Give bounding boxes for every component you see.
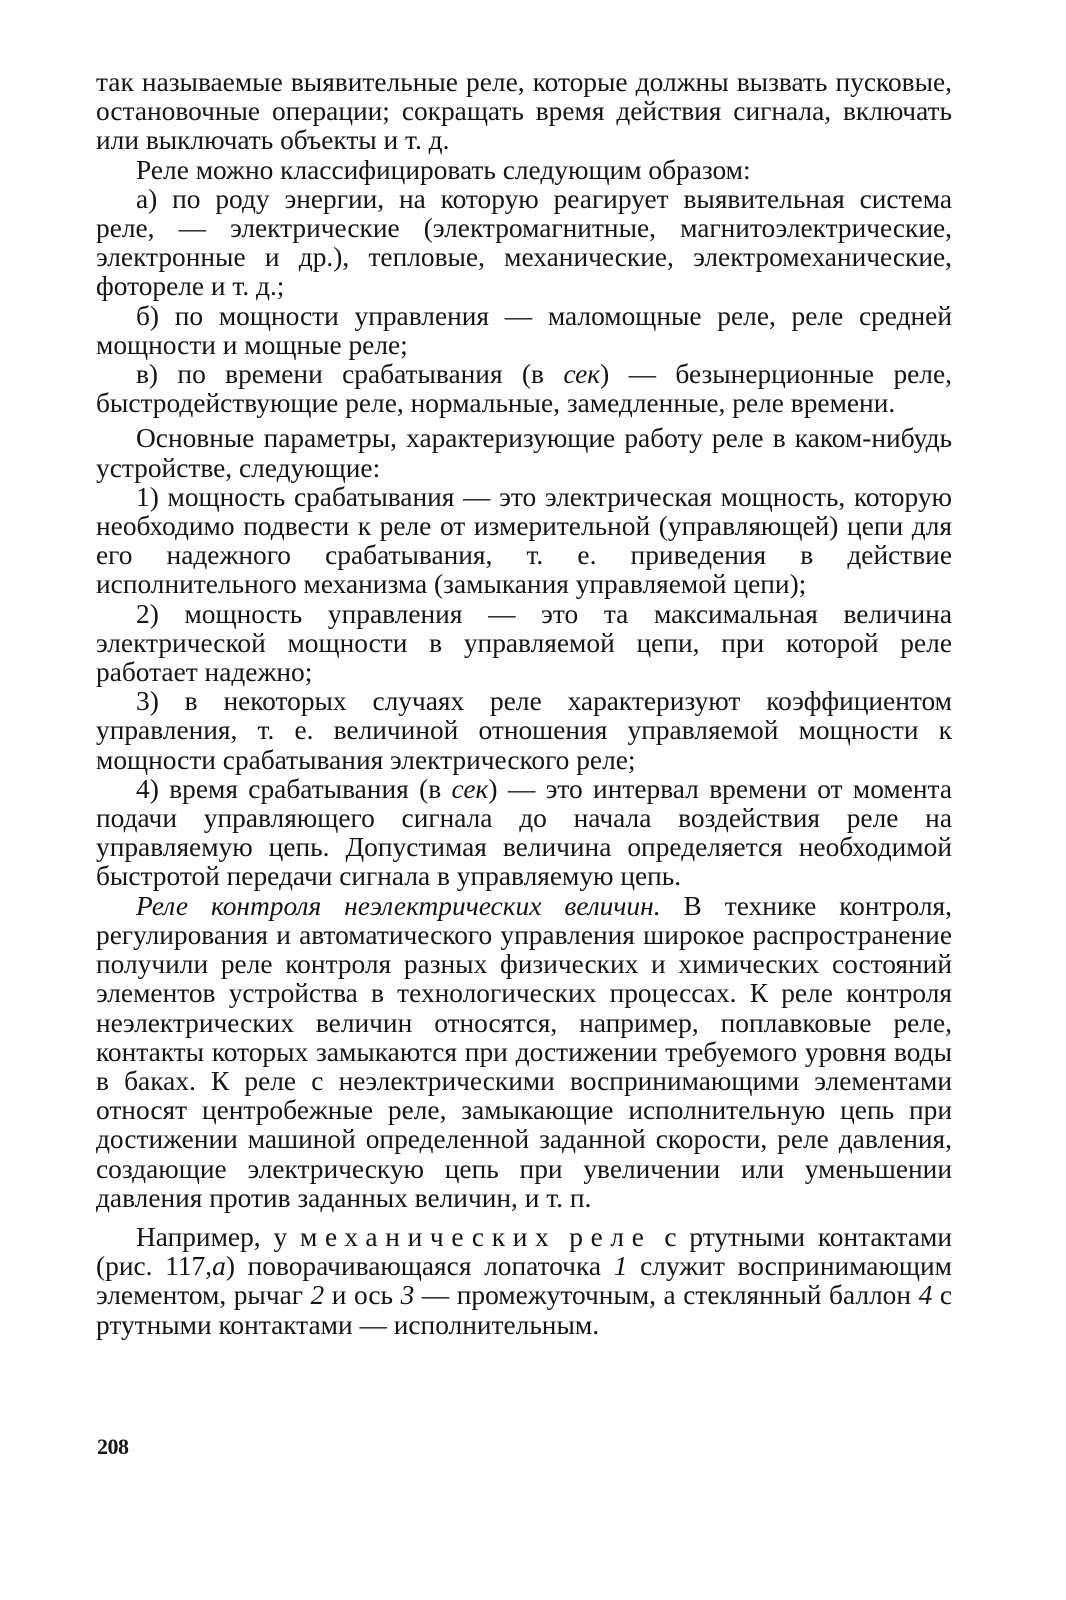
text-run: ) — это интервал времени от момента подачи управляющего сигнала до начала воздействия реле на управляемую цепь. Допустимая величина определяется необходимой быстротой передачи сигнала в управляемую цепь. — [96, 773, 953, 892]
spaced-term: реле — [569, 1221, 652, 1252]
list-item-a: а) по роду энергии, на которую реагирует выявительная система реле, — электрические (электромагнитные, магнитоэлектрические, электронные и др.), тепловые, механические, электромеханические, фотореле и т. д.; — [96, 183, 952, 302]
part-number: 3 — [400, 1280, 415, 1311]
page-number: 208 — [97, 1434, 129, 1459]
figure-letter: а — [212, 1251, 226, 1282]
text-run — [556, 1222, 569, 1252]
text-run: и ось — [324, 1280, 401, 1311]
text-run: с ртутными контактами (рис. 117, — [96, 1221, 952, 1282]
text-run: В технике контроля, регулирования и автоматического управления широкое распространение получили реле контроля разных физических и химических состояний элементов устройства в технологических процессах. К реле контроля неэлектрических величин относятся, например, поплавковые реле, контакты которых замыкаются при достижении требуемого уровня воды в баках. К реле с неэлектрическими воспринимающими элементами относят центробежные реле, замыкающие исполнительную цепь при достижении машиной определенной заданной скорости, реле давления, создающие электрическую цепь при увеличении или уменьшении давления против заданных величин, и т. п. — [96, 890, 952, 1213]
parameter-item-1: 1) мощность срабатывания — это электрическая мощность, которую необходимо подвести к реле от измерительной (управляющей) цепи для его надежного срабатывания, т. е. приведения в действие исполнительного механизма (замыкания управляемой цепи); — [96, 481, 952, 600]
paragraph-parameters-intro: Основные параметры, характеризующие работу реле в каком-нибудь устройстве, следующие: — [96, 423, 952, 483]
paragraph-nonelectric-relays — [96, 892, 952, 1213]
paragraph-classification-intro: Реле можно классифицировать следующим образом: — [136, 154, 751, 185]
page-body — [96, 68, 952, 1340]
text-run: — промежуточным, а стеклянный баллон — [414, 1280, 919, 1311]
list-item-v — [96, 360, 952, 418]
spaced-term: механических — [299, 1221, 557, 1252]
paragraph-mechanical-relays — [96, 1223, 952, 1340]
part-number: 2 — [310, 1280, 325, 1311]
unit-sec: сек — [451, 773, 489, 804]
unit-sec: сек — [563, 359, 601, 390]
text-run: с ртутными контактами — исполнительным. — [96, 1280, 952, 1340]
section-heading-italic: Реле контроля неэлектрических величин. — [136, 890, 661, 921]
text-run: ) — безынерционные реле, быстродействующие реле, нормальные, замедленные, реле времени. — [96, 359, 952, 419]
parameter-item-2: 2) мощность управления — это та максимальная величина электрической мощности в управляемой цепи, при которой реле работает надежно; — [96, 598, 952, 688]
text-run: ) поворачивающаяся лопаточка — [225, 1251, 614, 1282]
parameter-item-4 — [96, 775, 952, 892]
list-item-b: б) по мощности управления — маломощные реле, реле средней мощности и мощные реле; — [96, 300, 952, 360]
part-number: 1 — [613, 1251, 628, 1282]
parameter-item-3: 3) в некоторых случаях реле характеризуют коэффициентом управления, т. е. величиной отношения управляемой мощности к мощности срабатывания электрического реле; — [96, 686, 952, 775]
part-number: 4 — [918, 1280, 933, 1311]
paragraph-continuation: так называемые выявительные реле, которые должны вызвать пусковые, остановочные операции; сокращать время действия сигнала, включать или выключать объекты и т. д. — [96, 67, 952, 156]
text-run: в) по времени срабатывания (в — [136, 359, 564, 390]
text-run: служит воспринимающим элементом, рычаг — [96, 1251, 952, 1311]
text-run: 4) время срабатывания (в — [136, 773, 452, 804]
text-run: Например, у — [136, 1221, 300, 1252]
